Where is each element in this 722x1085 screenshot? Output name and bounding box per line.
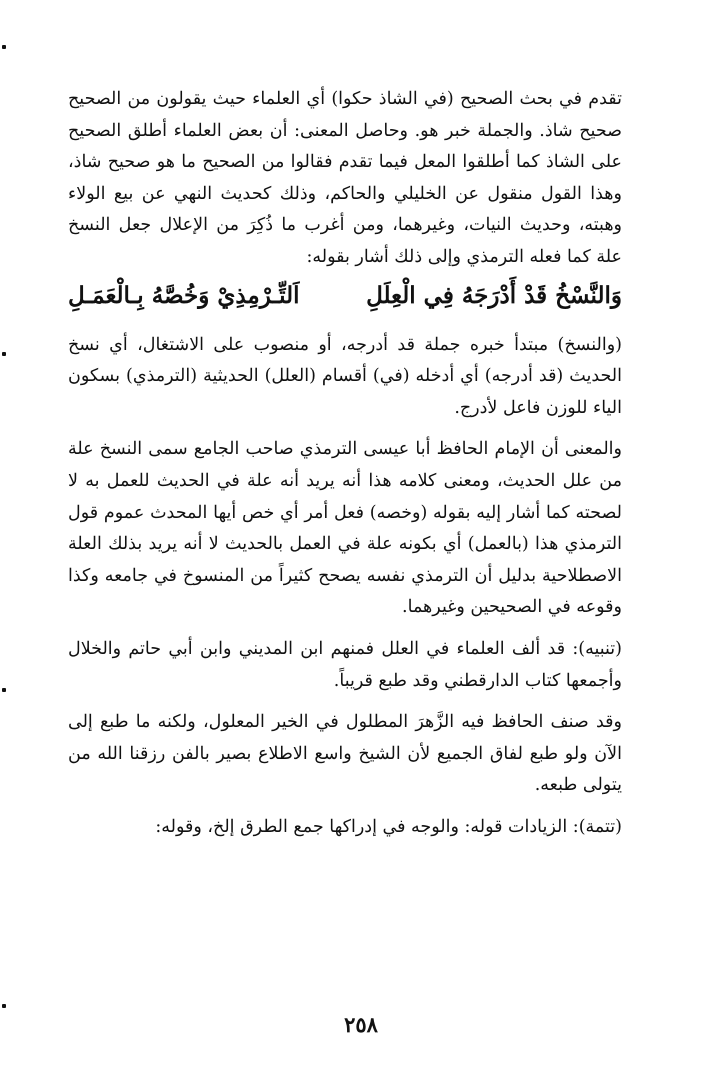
margin-mark xyxy=(2,1004,6,1008)
verse-hemistich-right: وَالنَّسْخُ قَدْ أَدْرَجَهُ فِي الْعِلَلِ xyxy=(366,281,622,309)
supplement-paragraph: (تتمة): الزيادات قوله: والوجه في إدراكها جمع الطرق إلخ، وقوله: xyxy=(155,816,622,837)
note-paragraph: (تنبيه): قد ألف العلماء في العلل فمنهم ابن المديني وابن أبي حاتم والخلال وأجمعها كتاب الدارقطني وقد طبع قريباً. xyxy=(68,638,622,691)
commentary-paragraph: (والنسخ) مبتدأ خبره جملة قد أدرجه، أو منصوب على الاشتغال، أي نسخ الحديث (قد أدرجه) أي أدخله (في) أقسام (العلل) الحديثية (الترمذي) بسكون الياء للوزن فاعل لأدرج. xyxy=(68,334,622,418)
verse-hemistich-left: اَلتِّـرْمِذِيْ وَخُصَّهُ بِـالْعَمَـلِ xyxy=(68,281,300,309)
verse-line xyxy=(68,276,622,316)
page-body xyxy=(68,84,622,843)
margin-mark xyxy=(2,352,6,356)
intro-paragraph: تقدم في بحث الصحيح (في الشاذ حكوا) أي العلماء حيث يقولون من الصحيح صحيح شاذ. والجملة خبر هو. وحاصل المعنى: أن بعض العلماء أطلق الصحيح على الشاذ كما أطلقوا المعل فيما تقدم فقالوا من الصحيح ما هو صحيح شاذ، وهذا القول منقول عن الخليلي والحاكم، وذلك كحديث النهي عن بيع الولاء وهبته، وحديث النيات، وغيرهما، ومن أغرب ما ذُكِرَ من الإعلال جعل النسخ علة كما فعله الترمذي وإلى ذلك أشار بقوله: xyxy=(68,89,622,267)
commentary-paragraph: وقد صنف الحافظ فيه الزَّهرَ المطلول في الخير المعلول، ولكنه ما طبع إلى الآن ولو طبع لفاق الجميع لأن الشيخ واسع الاطلاع بصير بالفن رزقنا الله من يتولى طبعه. xyxy=(68,712,622,796)
margin-mark xyxy=(2,688,6,692)
margin-mark xyxy=(2,45,6,49)
page-number: ٢٥٨ xyxy=(344,1012,378,1037)
commentary-paragraph: والمعنى أن الإمام الحافظ أبا عيسى الترمذي صاحب الجامع سمى النسخ علة من علل الحديث، ومعنى كلامه هذا أنه يريد أنه علة في الحديث للعمل به لا لصحته كما أشار إليه بقوله (وخصه) فعل أمر أي خص أيها المحدث عموم قول الترمذي هذا (بالعمل) أي بكونه علة في العمل بالحديث لا أنه يريد بذلك العلة الاصطلاحية بدليل أن الترمذي نفسه يصحح كثيراً من المنسوخ في جامعه وكذا وقوعه في الصحيحين وغيرهما. xyxy=(68,439,622,618)
